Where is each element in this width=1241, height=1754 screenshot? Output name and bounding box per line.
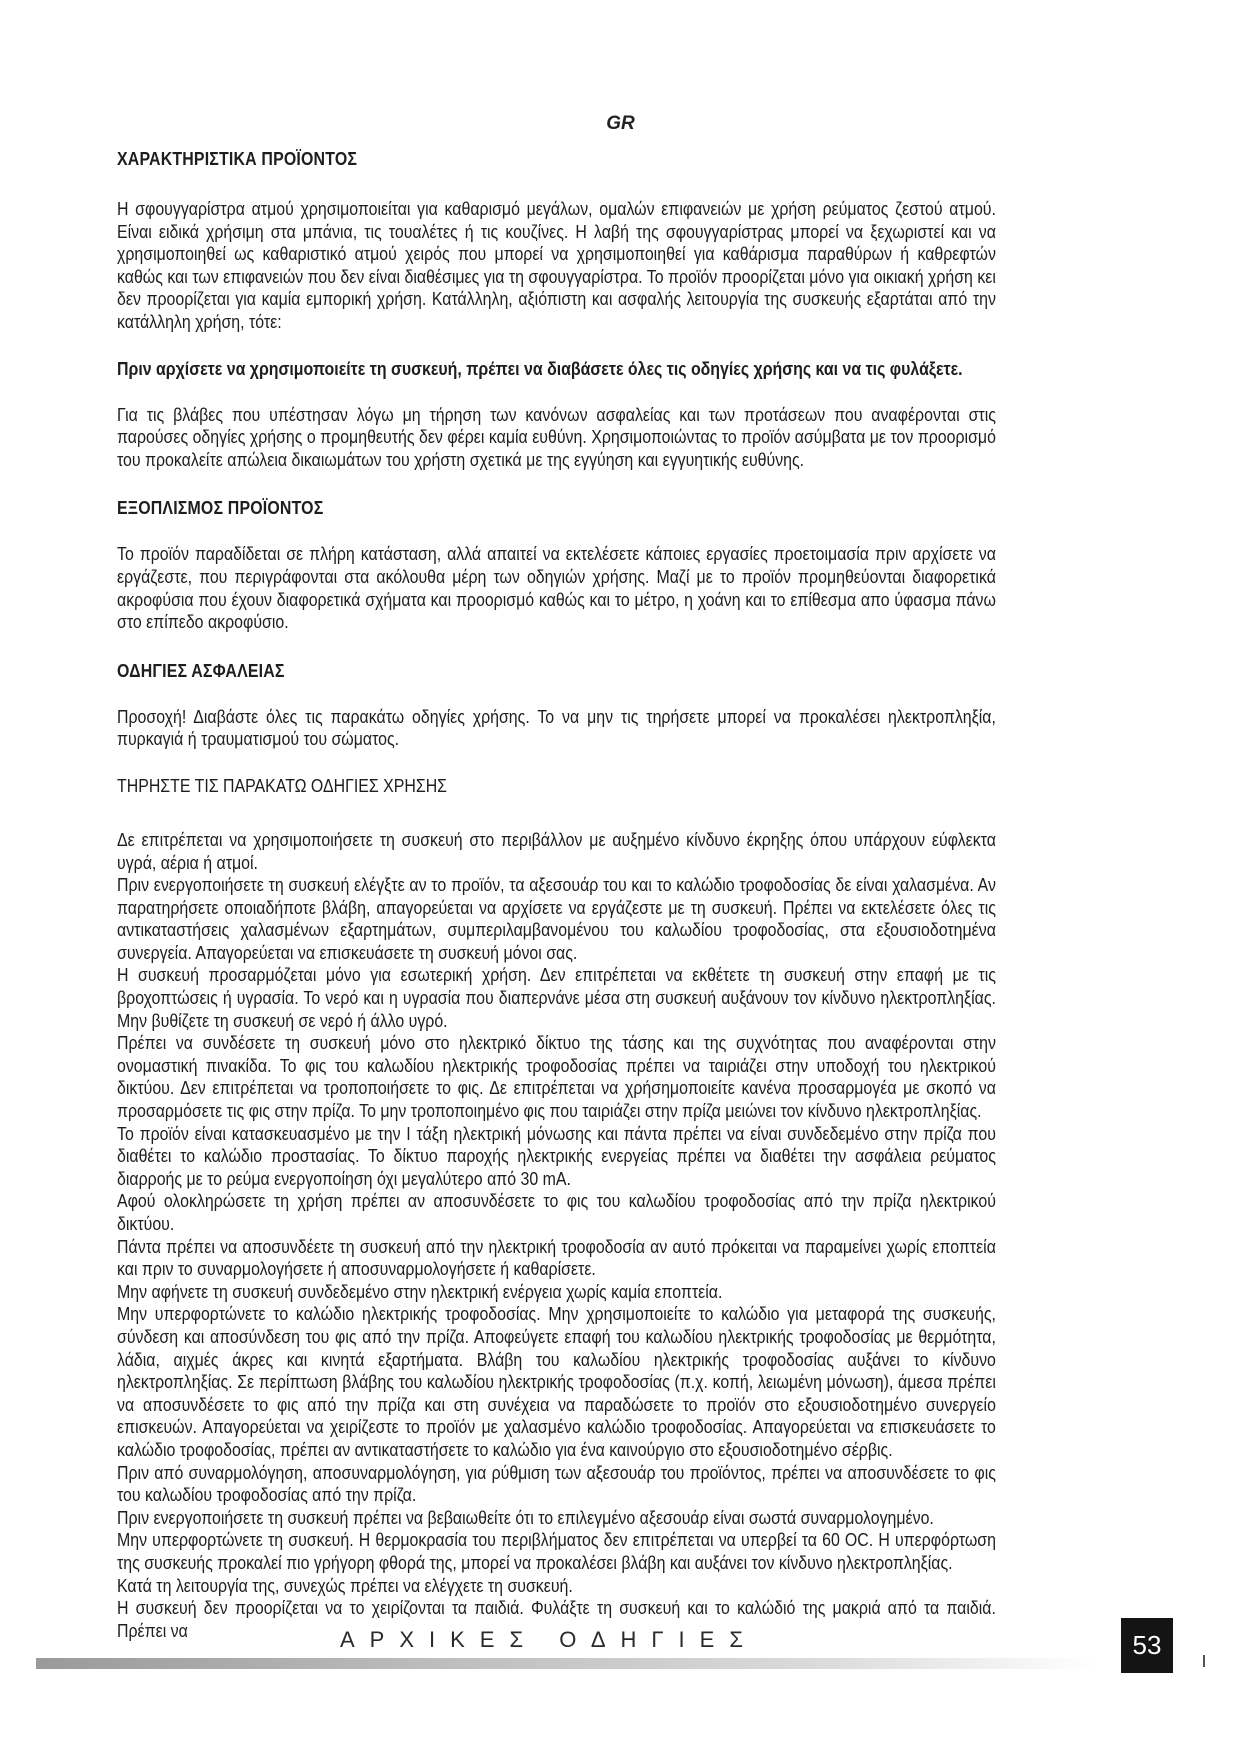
footer-section-label: ΑΡΧΙΚΕΣ ΟΔΗΓΙΕΣ — [340, 1627, 758, 1652]
paragraph-liability: Για τις βλάβες που υπέστησαν λόγω μη τήρηση των κανόνων ασφαλείας και των προτάσεων που αναφέρονται στις παρούσες οδηγίες χρήσης ο προμηθευτής δεν φέρει καμία ευθύνη. Χρησιμοποιώντας το προϊόν ασύμβατα με τον προορισμό του προκαλείτε απώλεια δικαιωμάτων του χρήστη σχετικά με της εγγύηση και εγγυητικής ευθύνης. — [117, 403, 996, 470]
page-number: 53 — [1121, 1618, 1173, 1673]
list-item: Μην υπερφορτώνετε τη συσκευή. Η θερμοκρασία του περιβλήματος δεν επιτρέπεται να υπερβεί τα 60 OC. Η υπερφόρτωση της συσκευής προκαλεί πιο γρήγορη φθορά της, μπορεί να προκαλέσει βλάβη και αυξάνει τον κίνδυνο ηλεκτροπληξίας. — [117, 1529, 996, 1573]
list-item: Η συσκευή προσαρμόζεται μόνο για εσωτερική χρήση. Δεν επιτρέπεται να εκθέτετε τη συσκευή στην επαφή με τις βροχοπτώσεις ή υγρασία. Το νερό και η υγρασία που διαπερνάνε μέσα στη συσκευή αυξάνουν τον κίνδυνο ηλεκτροπληξίας. Μην βυθίζετε τη συσκευή σε νερό ή άλλο υγρό. — [117, 964, 996, 1031]
paragraph-equipment: Το προϊόν παραδίδεται σε πλήρη κατάσταση, αλλά απαιτεί να εκτελέσετε κάποιες εργασίες προετοιμασία πριν αρχίσετε να εργάζεστε, που περιγράφονται στα ακόλουθα μέρη των οδηγιών χρήσης. Μαζί με το προϊόν προμηθεύονται διαφορετικά ακροφύσια που έχουν διαφορετικά σχήματα και προορισμό καθώς και το μέτρο, η χοάνη και το επίθεσμα απο ύφασμα πάνω στο επίπεδο ακροφύσιο. — [117, 543, 996, 633]
language-code: GR — [606, 113, 635, 134]
footer-gradient-bar — [36, 1658, 1096, 1669]
list-item: Πρέπει να συνδέσετε τη συσκευή μόνο στο ηλεκτρικό δίκτυο της τάσης και της συχνότητας που αναφέρονται στην ονομαστική πινακίδα. Το φις του καλωδίου ηλεκτρικής τροφοδοσίας πρέπει να ταιριάζει στην υποδοχή του ηλεκτρικού δικτύου. Δεν επιτρέπεται να τροποποιήσετε το φις. Δε επιτρέπεται να χρήσημοποιείτε κανένα προσαρμογέα με σκοπό να προσαρμόσετε τις φις στην πρίζα. Το μην τροποποιημένο φις που ταιριάζει στην πρίζα μειώνει τον κίνδυνο ηλεκτροπληξίας. — [117, 1032, 996, 1122]
page-content — [117, 146, 996, 1642]
paragraph-product-description: Η σφουγγαρίστρα ατμού χρησιμοποιείται για καθαρισμό μεγάλων, ομαλών επιφανειών με χρήση ρεύματος ζεστού ατμού. Είναι ειδικά χρήσιμη στα μπάνια, τις τουαλέτες ή τις κουζίνες. Η λαβή της σφουγγαρίστρας μπορεί να ξεχωριστεί και να χρησιμοποιηθεί ως καθαριστικό ατμού χειρός που μπορεί να χρησιμοποιηθεί για καθάρισμα παραθύρων ή καθρεφτών καθώς και των επιφανειών που δεν είναι διαθέσιμες για τη σφουγγαρίστρα. Το προϊόν προορίζεται μόνο για οικιακή χρήση κει δεν προορίζεται για καμία εμπορική χρήση. Κατάλληλη, αξιόπιστη και ασφαλής λειτουργία της συσκευής εξαρτάται από την κατάλληλη χρήση, τότε: — [117, 198, 996, 332]
list-item: Πριν ενεργοποιήσετε τη συσκευή ελέγξτε αν το προϊόν, τα αξεσουάρ του και το καλώδιο τροφοδοσίας δε είναι χαλασμένα. Αν παρατηρήσετε οποιαδήποτε βλάβη, απαγορεύεται να αρχίσετε να εργάζεστε με τη συσκευή. Πρέπει να εκτελέσετε όλες τις αντικαταστήσεις χαλασμένων εξαρτημάτων, συμπεριλαμβανομένου του καλωδίου τροφοδοσίας, στα εξουσιοδοτημένα συνεργεία. Απαγορεύεται να επισκευάσετε τη συσκευή μόνοι σας. — [117, 874, 996, 963]
list-item: Πάντα πρέπει να αποσυνδέετε τη συσκευή από την ηλεκτρική τροφοδοσία αν αυτό πρόκειται να παραμείνει χωρίς εποπτεία και πριν το συναρμολογήσετε ή αποσυναρμολογήσετε ή καθαρίσετε. — [117, 1235, 996, 1280]
list-item: Πριν από συναρμολόγηση, αποσυναρμολόγηση, για ρύθμιση των αξεσουάρ του προϊόντος, πρέπει να αποσυνδέσετε το φις του καλωδίου τροφοδοσίας από την πρίζα. — [117, 1461, 996, 1506]
list-item: Μην αφήνετε τη συσκευή συνδεδεμένο στην ηλεκτρική ενέργεια χωρίς καμία εποπτεία. — [117, 1280, 723, 1302]
list-item: Κατά τη λειτουργία της, συνεχώς πρέπει να ελέγχετε τη συσκευή. — [117, 1574, 573, 1596]
page-edge-mark — [1203, 1655, 1205, 1667]
list-item: Το προϊόν είναι κατασκευασμένο με την I τάξη ηλεκτρική μόνωσης και πάντα πρέπει να είναι συνδεδεμένο στην πρίζα που διαθέτει το καλώδιο προστασίας. Το δίκτυο παροχής ηλεκτρικής ενεργείας πρέπει να διαθέτει την ασφάλεια ρεύματος διαρροής με το ρεύμα ενεργοποίηση όχι μεγαλύτερο από 30 mA. — [117, 1122, 996, 1189]
list-item: Μην υπερφορτώνετε το καλώδιο ηλεκτρικής τροφοδοσίας. Μην χρησιμοποιείτε το καλώδιο για μεταφορά της συσκευής, σύνδεση και αποσύνδεση του φις από την πρίζα. Αποφεύγετε επαφή του καλωδίου ηλεκτρικής τροφοδοσίας με θερμότητα, λάδια, αιχμές άκρες και κινητά εξαρτήματα. Βλάβη του καλωδίου ηλεκτρικής τροφοδοσίας αυξάνει το κίνδυνο ηλεκτροπληξίας. Σε περίπτωση βλάβης του καλωδίου ηλεκτρικής τροφοδοσίας (π.χ. κοπή, λειωμένη μόνωση), άμεσα πρέπει να αποσυνδέσετε το φις από την πρίζα και στη συνέχεια να παραδώσετε το προϊόν στο εξουσιοδοτημένο συνεργείο επισκευών. Απαγορεύεται να χειρίζεστε το προϊόν με χαλασμένο καλώδιο τροφοδοσίας. Απαγορεύεται να επισκευάσετε το καλώδιο τροφοδοσίας, πρέπει αν αντικαταστήσετε το καλώδιο για ένα καινούργιο στο εξουσιοδοτημένο σέρβις. — [117, 1303, 996, 1460]
section-heading-safety-instructions: ΟΔΗΓΙΕΣ ΑΣΦΑΛΕΙΑΣ — [117, 659, 285, 681]
list-item: Η συσκευή δεν προορίζεται να το χειρίζονται τα παιδιά. Φυλάξτε τη συσκευή και το καλώδιό της μακριά από τα παιδιά. Πρέπει να — [117, 1597, 996, 1641]
safety-rules-list — [117, 829, 996, 1642]
reading-notice: Πριν αρχίσετε να χρησιμοποιείτε τη συσκευή, πρέπει να διαβάσετε όλες τις οδηγίες χρήσης και να τις φυλάξετε. — [117, 357, 963, 379]
list-item: Αφού ολοκληρώσετε τη χρήση πρέπει αν αποσυνδέσετε το φις του καλωδίου τροφοδοσίας από την πρίζα ηλεκτρικού δικτύου. — [117, 1190, 996, 1234]
list-item: Δε επιτρέπεται να χρησιμοποιήσετε τη συσκευή στο περιβάλλον με αυξημένο κίνδυνο έκρηξης όπου υπάρχουν εύφλεκτα υγρά, αέρια ή ατμοί. — [117, 828, 996, 873]
subheading-follow-instructions: ΤΗΡΗΣΤΕ ΤΙΣ ΠΑΡΑΚΑΤΩ ΟΔΗΓΙΕΣ ΧΡΗΣΗΣ — [117, 774, 448, 796]
paragraph-warning: Προσοχή! Διαβάστε όλες τις παρακάτω οδηγίες χρήσης. Το να μην τις τηρήσετε μπορεί να προκαλέσει ηλεκτροπληξία, πυρκαγιά ή τραυματισμού του σώματος. — [117, 705, 996, 750]
list-item: Πριν ενεργοποιήσετε τη συσκευή πρέπει να βεβαιωθείτε ότι το επιλεγμένο αξεσουάρ είναι σωστά συναρμολογημένο. — [117, 1506, 934, 1528]
section-heading-product-equipment: ΕΞΟΠΛΙΣΜΟΣ ΠΡΟΪΟΝΤΟΣ — [117, 497, 324, 519]
section-heading-product-features: ΧΑΡΑΚΤΗΡΙΣΤΙΚΑ ΠΡΟΪΟΝΤΟΣ — [117, 148, 358, 169]
